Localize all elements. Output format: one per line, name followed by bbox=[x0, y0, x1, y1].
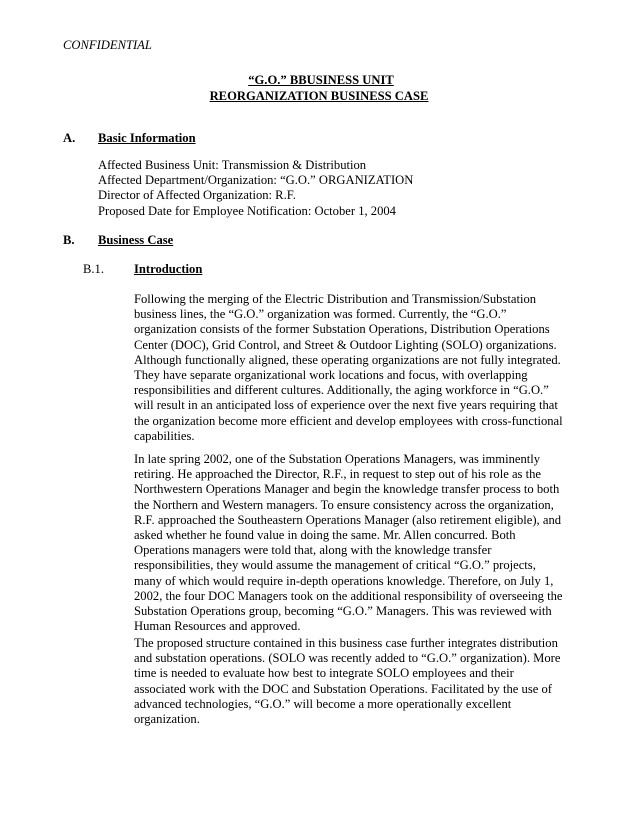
paragraph-line: Following the merging of the Electric Distribution and Transmission/Substation bbox=[134, 292, 537, 306]
paragraph-line: time is needed to evaluate how best to integrate SOLO employees and their bbox=[134, 666, 514, 681]
paragraph-line: Center (DOC), Grid Control, and Street & Outdoor Lighting (SOLO) organizations. bbox=[134, 337, 557, 352]
paragraph-line: many of which would require in-depth operations knowledge. Therefore, on July 1, bbox=[134, 573, 554, 588]
section-b-heading: Business Case bbox=[98, 233, 174, 247]
paragraph-line: advanced technologies, “G.O.” will become a more operationally excellent bbox=[134, 696, 512, 711]
paragraph-line: associated work with the DOC and Substation Operations. Facilitated by the use of bbox=[134, 681, 552, 696]
section-a-letter: A. bbox=[63, 131, 76, 145]
paragraph-line: will result in an anticipated loss of experience over the next five years requiring that bbox=[134, 398, 558, 413]
confidential-label: CONFIDENTIAL bbox=[63, 38, 152, 52]
section-a-heading: Basic Information bbox=[98, 131, 196, 145]
paragraph-line: responsibilities, they would assume the management of critical “G.O.” projects, bbox=[134, 558, 536, 573]
intro-paragraph-1 bbox=[134, 292, 574, 444]
subsection-heading: Introduction bbox=[134, 262, 203, 276]
intro-paragraph-2 bbox=[134, 452, 574, 634]
paragraph-line: 2002, the four DOC Managers took on the additional responsibility of overseeing the bbox=[134, 588, 563, 603]
paragraph-line: R.F. approached the Southeastern Operations Manager (also retirement eligible), and bbox=[134, 512, 562, 527]
paragraph-line: Substation Operations group, becoming “G.O.” Managers. This was reviewed with bbox=[134, 604, 552, 619]
paragraph-line: asked whether he found value in doing the same. Mr. Allen concurred. Both bbox=[134, 528, 516, 543]
paragraph-line: Human Resources and approved. bbox=[134, 619, 301, 634]
paragraph-line: Although functionally aligned, these operating organizations are not fully integrated. bbox=[134, 352, 561, 367]
paragraph-line: Operations managers were told that, along with the knowledge transfer bbox=[134, 543, 492, 558]
paragraph-line: the Northern and Western managers. To ensure consistency across the organization, bbox=[134, 497, 554, 512]
subsection-number: B.1. bbox=[83, 262, 104, 276]
paragraph-line: In late spring 2002, one of the Substation Operations Managers, was imminently bbox=[134, 452, 541, 466]
affected-business-unit-line: Affected Business Unit: Transmission & Distribution bbox=[98, 158, 367, 172]
paragraph-line: They have separate organizational work locations and focus, with overlapping bbox=[134, 368, 528, 383]
paragraph-line: business lines, the “G.O.” organization was formed. Currently, the “G.O.” bbox=[134, 307, 507, 322]
document-title-line-2: REORGANIZATION BUSINESS CASE bbox=[209, 89, 429, 103]
paragraph-line: retiring. He approached the Director, R.F., in request to step out of his role as the bbox=[134, 467, 541, 482]
director-line: Director of Affected Organization: R.F. bbox=[98, 188, 296, 203]
paragraph-line: capabilities. bbox=[134, 428, 195, 443]
notification-date-line: Proposed Date for Employee Notification: October 1, 2004 bbox=[98, 203, 396, 218]
section-b-letter: B. bbox=[63, 233, 75, 247]
paragraph-line: organization consists of the former Substation Operations, Distribution Operations bbox=[134, 322, 550, 337]
basic-information-block bbox=[98, 158, 578, 219]
paragraph-line: the organization become more efficient and develop employees with cross-functional bbox=[134, 413, 563, 428]
paragraph-line: and substation operations. (SOLO was recently added to “G.O.” organization). More bbox=[134, 651, 561, 666]
paragraph-line: Northwestern Operations Manager and begin the knowledge transfer process to both bbox=[134, 482, 560, 497]
document-title-line-1: “G.O.” BBUSINESS UNIT bbox=[248, 73, 394, 87]
affected-department-line: Affected Department/Organization: “G.O.” ORGANIZATION bbox=[98, 173, 414, 188]
paragraph-line: organization. bbox=[134, 712, 200, 727]
paragraph-line: The proposed structure contained in this business case further integrates distribution bbox=[134, 636, 558, 650]
paragraph-line: responsibilities and different cultures. Additionally, the aging workforce in “G.O.” bbox=[134, 383, 549, 398]
intro-paragraph-3 bbox=[134, 636, 574, 727]
